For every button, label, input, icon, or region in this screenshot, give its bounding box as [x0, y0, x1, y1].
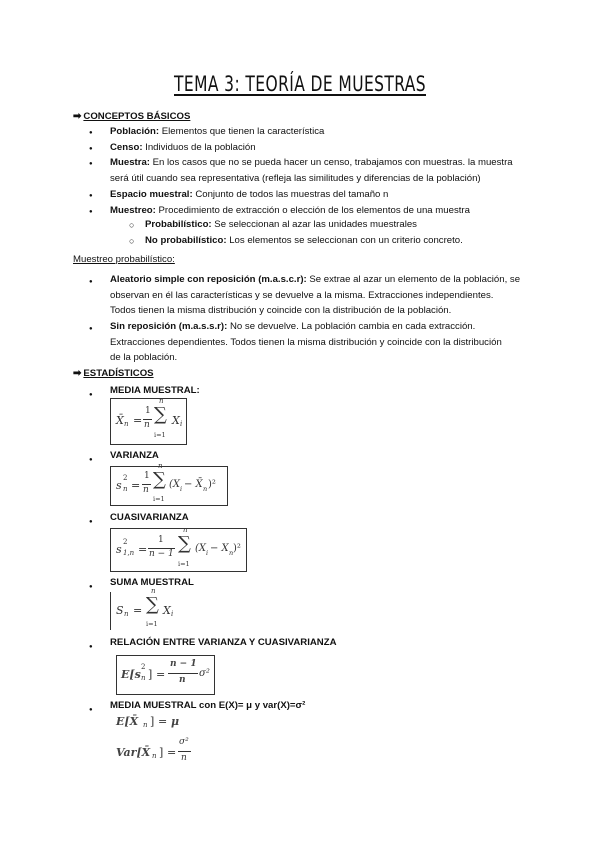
list-item: Censo: Individuos de la población: [110, 142, 256, 153]
stat-label: VARIANZA: [110, 450, 159, 461]
bullet-icon: [89, 454, 93, 465]
list-item: Sin reposición (m.a.s.s.r): No se devuelve. La población cambia en cada extracción.: [110, 321, 476, 332]
stat-label: CUASIVARIANZA: [110, 512, 189, 523]
section-heading-conceptos: ➡ CONCEPTOS BÁSICOS: [73, 111, 191, 122]
stat-label: MEDIA MUESTRAL:: [110, 385, 200, 396]
formula-varianza: s 2 n = 1 n n ∑ i=1 (X i − X̄ n )²: [110, 466, 228, 506]
list-item: Población: Elementos que tienen la característica: [110, 126, 325, 137]
bullet-icon: [89, 516, 93, 527]
sub-list-item: No probabilístico: Los elementos se seleccionan con un criterio concreto.: [145, 235, 463, 246]
bullet-icon: [89, 206, 93, 217]
bullet-icon: [89, 581, 93, 592]
formula-relacion: E[s 2 n ] = n − 1 n σ²: [116, 655, 215, 695]
arrow-right-icon: ➡: [73, 111, 82, 122]
bullet-icon: [89, 641, 93, 652]
bullet-icon: [89, 127, 93, 138]
bullet-icon: [89, 276, 93, 287]
page-title: TEMA 3: TEORÍA DE MUESTRAS: [174, 72, 426, 96]
subsection-heading: Muestreo probabilístico:: [73, 254, 175, 265]
bullet-icon: [89, 158, 93, 169]
section-heading-estadisticos: ➡ ESTADÍSTICOS: [73, 368, 154, 379]
list-item: Espacio muestral: Conjunto de todos las muestras del tamaño n: [110, 189, 389, 200]
stat-label: SUMA MUESTRAL: [110, 577, 194, 588]
stat-label: RELACIÓN ENTRE VARIANZA Y CUASIVARIANZA: [110, 637, 337, 648]
list-item-continuation: será útil cuando sea representativa (refleja las similitudes y diferencias de la población): [110, 173, 481, 184]
stat-label: MEDIA MUESTRAL con E(X)= μ y var(X)=σ²: [110, 700, 306, 711]
list-item: Aleatorio simple con reposición (m.a.s.c.r): Se extrae al azar un elemento de la población, se: [110, 274, 521, 285]
bullet-icon: [89, 323, 93, 334]
circle-bullet-icon: ○: [129, 220, 135, 230]
list-item-continuation: Todos tienen la misma distribución y coincide con la distribución de la población.: [110, 305, 452, 316]
list-item: Muestra: En los casos que no se pueda hacer un censo, trabajamos con muestras. la muestra: [110, 157, 513, 168]
bullet-icon: [89, 389, 93, 400]
bullet-icon: [89, 143, 93, 154]
formula-cuasivarianza: s 2 1,n = 1 n − 1 n ∑ i=1 (X i − X n )²: [110, 528, 247, 572]
list-item-continuation: observan en él las características y se devuelve a la misma. Extracciones independientes.: [110, 290, 494, 301]
bullet-icon: [89, 704, 93, 715]
formula-esperanza: E[X̄ n ] = μ: [116, 715, 180, 729]
formula-var-media: Var[X̄ n ] = σ² n: [114, 737, 214, 769]
list-item-continuation: de la población.: [110, 352, 178, 363]
list-item-continuation: Extracciones dependientes. Todos tienen la misma distribución y coincide con la distribución: [110, 337, 502, 348]
circle-bullet-icon: ○: [129, 236, 135, 246]
arrow-right-icon: ➡: [73, 368, 82, 379]
list-item: Muestreo: Procedimiento de extracción o elección de los elementos de una muestra: [110, 205, 470, 216]
formula-suma-muestral: S n = n ∑ i=1 X i: [110, 592, 179, 630]
bullet-icon: [89, 190, 93, 201]
sub-list-item: Probabilístico: Se seleccionan al azar las unidades muestrales: [145, 219, 417, 230]
formula-media-muestral: X̄ n = 1 n n ∑ i=1 X i: [110, 398, 187, 445]
